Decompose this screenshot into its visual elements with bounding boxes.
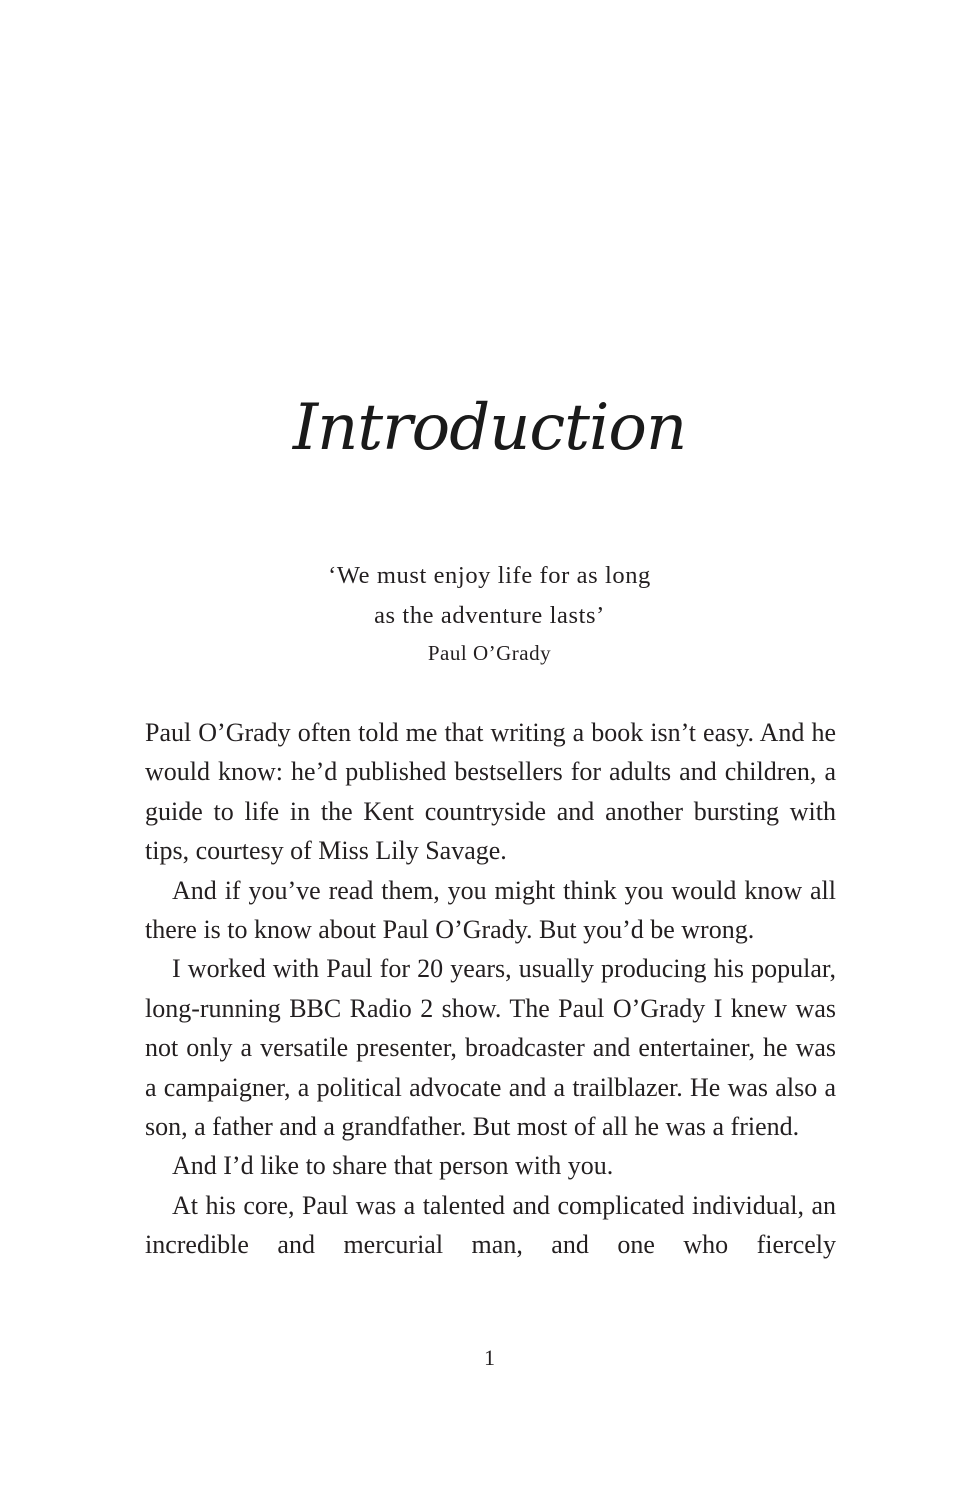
- paragraph: I worked with Paul for 20 years, usually producing his popular, long-running BBC Radio 2 show. The Paul O’Grady I knew was not only a versatile presenter, broadcaster and entertainer, he was a campaigner, a political advocate and a trailblazer. He was also a son, a father and a grandfather. But most of all he was a friend.: [145, 954, 836, 1142]
- epigraph-author: Paul O’Grady: [427, 641, 552, 665]
- epigraph: [0, 556, 979, 670]
- epigraph-quote-line-2: as the adventure lasts’: [374, 602, 605, 629]
- paragraph: Paul O’Grady often told me that writing a book isn’t easy. And he would know: he’d published bestsellers for adults and children, a guide to life in the Kent countryside and another bursting with tips, courtesy of Miss Lily Savage.: [145, 718, 836, 866]
- paragraph: At his core, Paul was a talented and complicated individual, an incredible and mercurial man, and one who fiercely: [145, 1190, 836, 1260]
- chapter-title: Introduction: [292, 391, 687, 465]
- paragraph: And I’d like to share that person with you.: [172, 1151, 614, 1181]
- paragraph: And if you’ve read them, you might think you would know all there is to know about Paul O’Grady. But you’d be wrong.: [145, 875, 836, 945]
- page-number: 1: [484, 1345, 495, 1370]
- body-text: [145, 713, 836, 1265]
- epigraph-quote-line-1: ‘We must enjoy life for as long: [328, 562, 651, 589]
